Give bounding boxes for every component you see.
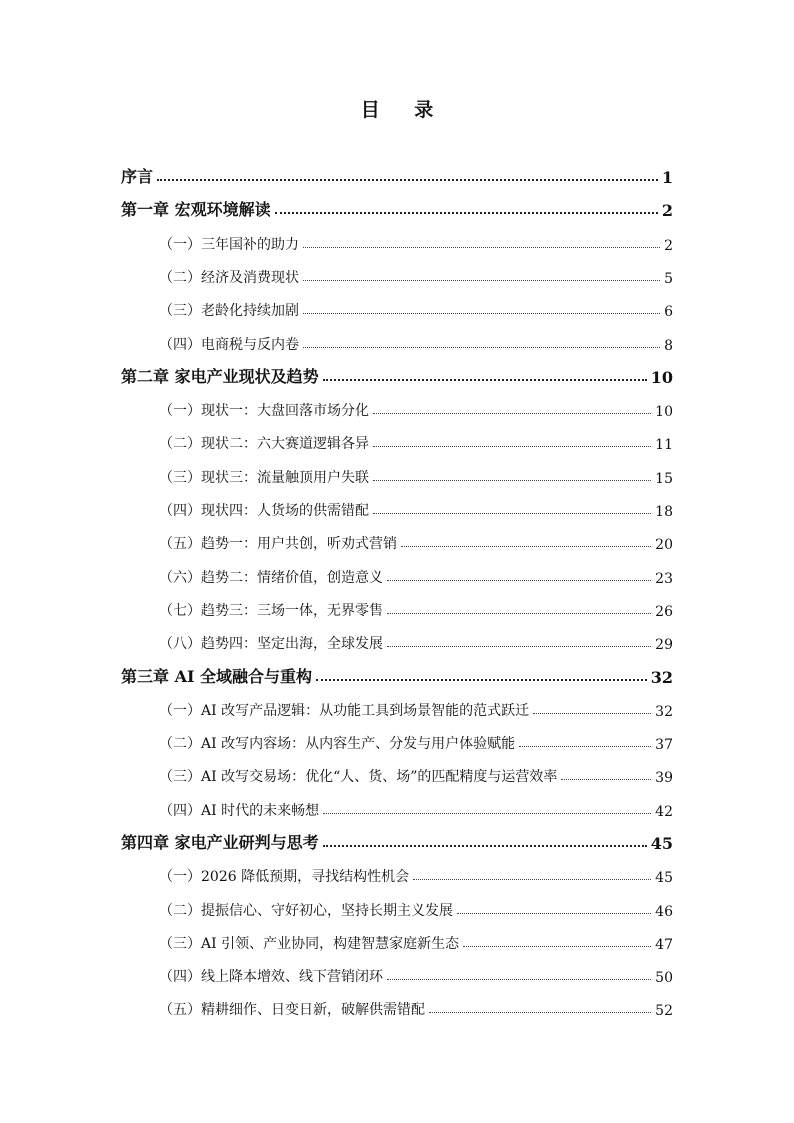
dot-leader	[373, 513, 651, 514]
toc-section-entry[interactable]	[121, 995, 673, 1019]
toc-page-number: 23	[655, 571, 673, 587]
toc-page-number: 15	[655, 471, 673, 487]
toc-page-number: 46	[655, 904, 673, 920]
toc-entry-label: （五）趋势一：用户共创，听劝式营销	[159, 536, 397, 552]
toc-section-entry[interactable]	[121, 296, 673, 320]
dot-leader	[413, 879, 651, 880]
dot-leader	[157, 179, 658, 181]
toc-page-number: 18	[655, 504, 673, 520]
toc-entry-label: （三）老龄化持续加剧	[159, 303, 299, 319]
toc-entry-label: （八）趋势四：坚定出海，全球发展	[159, 636, 383, 652]
toc-entry-label: 第三章 AI 全域融合与重构	[121, 667, 313, 686]
toc-page-number: 52	[655, 1003, 673, 1019]
toc-page-number: 10	[655, 404, 673, 420]
toc-page-number: 42	[655, 804, 673, 820]
toc-entry-label: （四）线上降本增效、线下营销闭环	[159, 969, 383, 985]
toc-section-entry[interactable]	[121, 962, 673, 986]
toc-entry-label: 第四章 家电产业研判与思考	[121, 833, 319, 852]
dot-leader	[303, 247, 660, 248]
dot-leader	[429, 1012, 651, 1013]
toc-page-number: 2	[664, 238, 673, 254]
toc-section-entry[interactable]	[121, 463, 673, 487]
dot-leader	[373, 413, 651, 414]
dot-leader	[387, 646, 651, 647]
toc-section-entry[interactable]	[121, 429, 673, 453]
toc-section-entry[interactable]	[121, 762, 673, 786]
toc-section-entry[interactable]	[121, 230, 673, 254]
toc-entry-label: （一）AI 改写产品逻辑：从功能工具到场景智能的范式跃迁	[159, 703, 530, 719]
toc-section-entry[interactable]	[121, 496, 673, 520]
toc-entry-label: （七）趋势三：三场一体，无界零售	[159, 603, 383, 619]
toc-entry-label: （二）现状二：六大赛道逻辑各异	[159, 436, 369, 452]
toc-section-entry[interactable]	[121, 696, 673, 720]
toc-page-number: 2	[661, 201, 673, 220]
dot-leader	[303, 347, 660, 348]
toc-entry-label: （三）AI 引领、产业协同，构建智慧家庭新生态	[159, 936, 460, 952]
dot-leader	[373, 446, 651, 447]
toc-page-number: 8	[664, 338, 673, 354]
page-title: 目 录	[360, 99, 448, 121]
dot-leader	[275, 212, 658, 214]
toc-page-number: 1	[661, 168, 673, 187]
toc-chapter-entry[interactable]	[121, 363, 673, 387]
dot-leader	[561, 779, 651, 780]
toc-entry-label: （四）电商税与反内卷	[159, 337, 299, 353]
toc-entry-label: 第一章 宏观环境解读	[121, 200, 271, 219]
dot-leader	[373, 480, 651, 481]
toc-page-number: 20	[655, 537, 673, 553]
toc-page-number: 47	[655, 937, 673, 953]
dot-leader	[387, 979, 651, 980]
toc-section-entry[interactable]	[121, 396, 673, 420]
toc-section-entry[interactable]	[121, 729, 673, 753]
toc-entry-label: （四）AI 时代的未来畅想	[159, 803, 320, 819]
toc-entry-label: （五）精耕细作、日变日新，破解供需错配	[159, 1002, 425, 1018]
toc-page-number: 29	[655, 637, 673, 653]
toc-chapter-entry[interactable]	[121, 663, 673, 687]
toc-entry-label: （三）AI 改写交易场：优化“人、货、场”的匹配精度与运营效率	[159, 769, 558, 785]
toc-section-entry[interactable]	[121, 563, 673, 587]
toc-page-number: 32	[655, 704, 673, 720]
toc-entry-label: （二）AI 改写内容场：从内容生产、分发与用户体验赋能	[159, 736, 516, 752]
toc-page-number: 39	[655, 770, 673, 786]
toc-section-entry[interactable]	[121, 629, 673, 653]
toc-page-number: 45	[650, 834, 673, 853]
toc-page-number: 37	[655, 737, 673, 753]
toc-page-number: 45	[655, 870, 673, 886]
toc-entry-label: （四）现状四：人货场的供需错配	[159, 503, 369, 519]
dot-leader	[387, 613, 651, 614]
dot-leader	[387, 580, 651, 581]
toc-chapter-entry[interactable]	[121, 163, 673, 187]
toc-entry-label: 第二章 家电产业现状及趋势	[121, 367, 319, 386]
toc-entry-label: （二）经济及消费现状	[159, 270, 299, 286]
toc-page-number: 6	[664, 304, 673, 320]
dot-leader	[463, 946, 651, 947]
dot-leader	[303, 280, 660, 281]
toc-entry-label: （三）现状三：流量触顶用户失联	[159, 470, 369, 486]
toc-page-number: 50	[655, 970, 673, 986]
dot-leader	[533, 713, 651, 714]
toc-page-number: 32	[650, 668, 673, 687]
dot-leader	[457, 913, 651, 914]
toc-entry-label: 序言	[121, 167, 154, 186]
toc-page-number: 10	[650, 368, 673, 387]
dot-leader	[303, 313, 660, 314]
dot-leader	[401, 546, 651, 547]
toc-chapter-entry[interactable]	[121, 829, 673, 853]
toc-section-entry[interactable]	[121, 896, 673, 920]
toc-section-entry[interactable]	[121, 529, 673, 553]
toc-section-entry[interactable]	[121, 330, 673, 354]
toc-section-entry[interactable]	[121, 862, 673, 886]
toc-entry-label: （一）现状一：大盘回落市场分化	[159, 403, 369, 419]
toc-entry-label: （六）趋势二：情绪价值，创造意义	[159, 570, 383, 586]
toc-page-number: 26	[655, 604, 673, 620]
toc-page-number: 5	[664, 271, 673, 287]
toc-section-entry[interactable]	[121, 929, 673, 953]
dot-leader	[316, 679, 647, 681]
toc-section-entry[interactable]	[121, 796, 673, 820]
dot-leader	[323, 845, 647, 847]
toc-entry-label: （一）三年国补的助力	[159, 237, 299, 253]
dot-leader	[519, 746, 651, 747]
toc-entry-label: （二）提振信心、守好初心，坚持长期主义发展	[159, 903, 453, 919]
dot-leader	[323, 813, 651, 814]
toc-section-entry[interactable]	[121, 263, 673, 287]
toc-section-entry[interactable]	[121, 596, 673, 620]
toc-entry-label: （一）2026 降低预期，寻找结构性机会	[159, 869, 410, 885]
toc-page-number: 11	[655, 437, 673, 453]
dot-leader	[323, 379, 647, 381]
toc-chapter-entry[interactable]	[121, 196, 673, 220]
